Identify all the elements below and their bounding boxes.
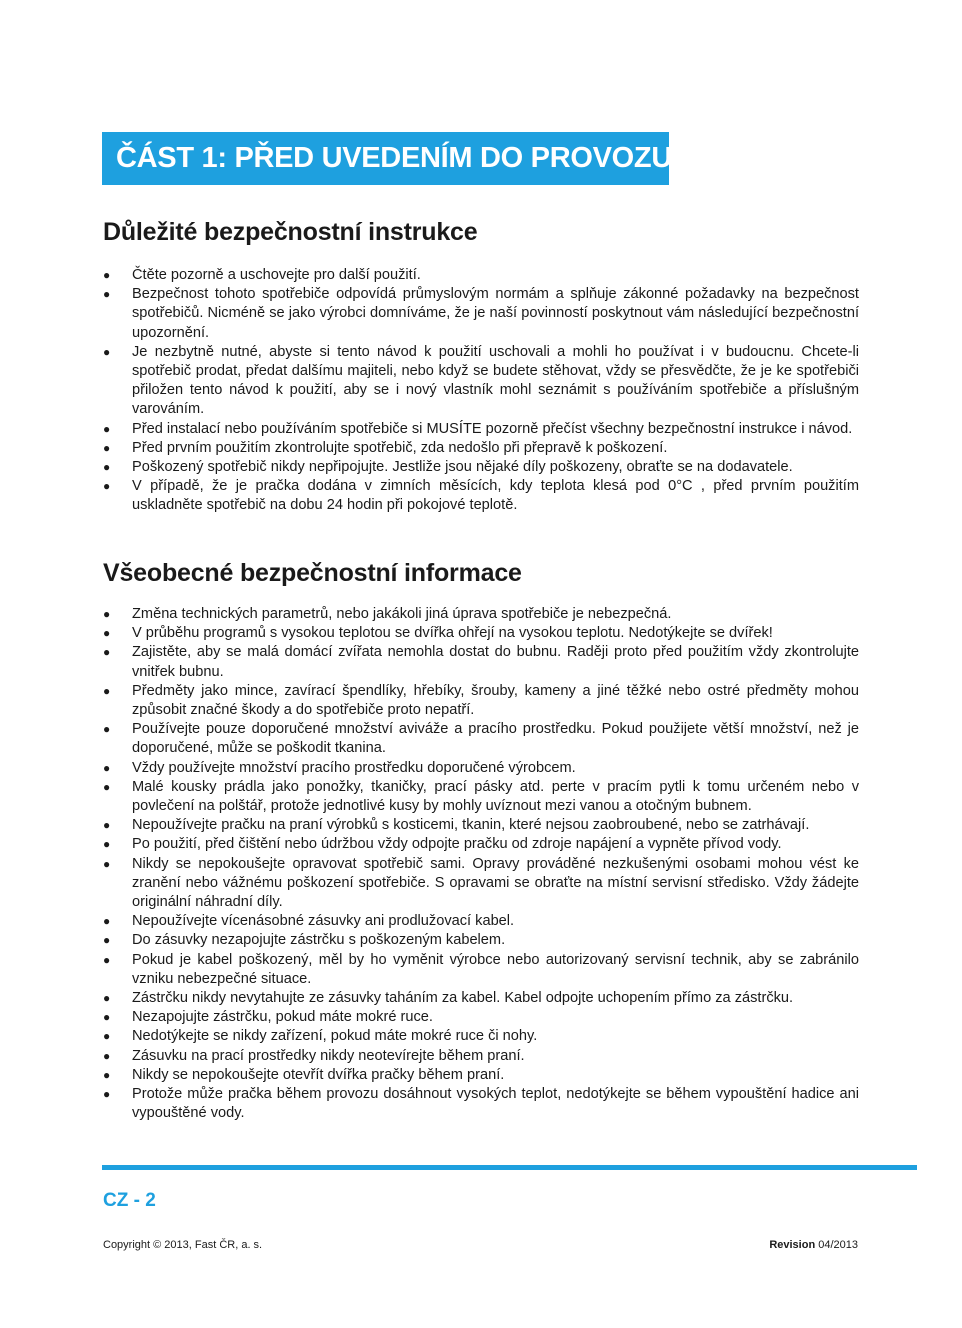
list-item (103, 420, 859, 439)
bullet-icon: ● (103, 914, 111, 929)
list-item-text: Čtěte pozorně a uschovejte pro další použití. (132, 267, 421, 283)
list-item-text: Malé kousky prádla jako ponožky, tkaničky, prací pásky atd. perte v pracím pytli k tomu určeném nebo v povlečení na polštář, protože jednotlivé kusy by mohly uvíznout mezi vanou a otočným bubnem. (132, 778, 859, 815)
bullet-icon: ● (103, 1010, 111, 1025)
list-item-text: Vždy používejte množství pracího prostředku doporučené výrobcem. (132, 759, 576, 776)
bullet-icon: ● (103, 645, 111, 660)
list-item-text: Nikdy se nepokoušejte opravovat spotřebič sami. Opravy prováděné nezkušenými osobami mohou vést ke zranění nebo vážnému poškození spotřebiče. S opravami se obraťte na místní servisní středisko. Vždy žádejte originální náhradní díly. (132, 855, 859, 911)
list-item (103, 477, 859, 515)
bullet-icon: ● (103, 479, 111, 494)
list-item-text: Protože může pračka během provozu dosáhnout vysokých teplot, nedotýkejte se během vypouštění hadice ani vypouštěné vody. (132, 1086, 859, 1122)
list-item-text: Zástrčku nikdy nevytahujte ze zásuvky taháním za kabel. Kabel odpojte uchopením přímo za zástrčku. (132, 990, 794, 1007)
general-safety-list (103, 605, 859, 1123)
list-item-text: Poškozený spotřebič nikdy nepřipojujte. Jestliže jsou nějaké díly poškozeny, obraťte se na dodavatele. (132, 459, 793, 476)
list-item-text: Po použití, před čištění nebo údržbou vždy odpojte pračku od zdroje napájení a vypněte přívod vody. (132, 836, 782, 853)
list-item-text: Bezpečnost tohoto spotřebiče odpovídá průmyslovým normám a splňuje zákonné požadavky na bezpečnost spotřebičů. Nicméně se jako výrobci domníváme, že je naší povinností poskytnout vám následující bezpečnostní upozornění. (132, 286, 859, 341)
list-item (103, 624, 859, 643)
list-item-text: Před instalací nebo používáním spotřebiče si MUSÍTE pozorně přečíst všechny bezpečnostní instrukce i návod. (132, 420, 853, 437)
bullet-icon: ● (103, 268, 111, 282)
revision-info (769, 1239, 858, 1251)
banner-title: ČÁST 1: PŘED UVEDENÍM DO PROVOZU (116, 142, 672, 174)
list-item-text: Je nezbytně nutné, abyste si tento návod k použití uschovali a mohli ho používat i v budoucnu. Chcete-li spotřebič prodat, předat dalšímu majiteli, nebo když se budete stěhovat, vždy se přesvědčte, že je ke spotřebiči přiložen tento návod k použití, aby se i nový vlastník mohl seznámit s používáním spotřebiče a příslušným varováním. (132, 343, 859, 418)
list-item (103, 855, 859, 913)
list-item (103, 816, 859, 835)
bullet-icon: ● (103, 779, 111, 794)
list-item (103, 643, 859, 681)
bullet-icon: ● (103, 440, 111, 455)
list-item-text: Do zásuvky nezapojujte zástrčku s poškozeným kabelem. (132, 932, 506, 949)
list-item-text: Nikdy se nepokoušejte otevřít dvířka pračky během praní. (132, 1066, 505, 1083)
list-item (103, 951, 859, 989)
revision-label: Revision (769, 1239, 816, 1251)
list-item (103, 266, 859, 285)
list-item-text: Před prvním použitím zkontrolujte spotřebič, zda nedošlo při přepravě k poškození. (132, 439, 668, 456)
bullet-icon: ● (103, 344, 111, 359)
list-item-text: Předměty jako mince, zavírací špendlíky, hřebíky, šrouby, kameny a jiné těžké nebo ostré předměty mohou způsobit značné škody a do spotřebiče proto nepatří. (132, 682, 859, 719)
bullet-icon: ● (103, 460, 111, 475)
list-item (103, 439, 859, 458)
list-item (103, 1066, 859, 1085)
bullet-icon: ● (103, 818, 111, 833)
list-item (103, 912, 859, 931)
copyright-text: Copyright © 2013, Fast ČR, a. s. (103, 1239, 263, 1251)
list-item-text: V průběhu programů s vysokou teplotou se dvířka ohřejí na vysokou teplotu. Nedotýkejte se dvířek! (132, 625, 773, 642)
bullet-icon: ● (103, 1087, 111, 1102)
bullet-icon: ● (103, 837, 111, 852)
list-item (103, 1085, 859, 1123)
bullet-icon: ● (103, 933, 111, 948)
list-item (103, 989, 859, 1008)
bullet-icon: ● (103, 952, 111, 967)
bullet-icon: ● (103, 626, 111, 641)
bullet-icon: ● (103, 1048, 111, 1063)
list-item-text: Nepoužívejte pračku na praní výrobků s kosticemi, tkanin, které nejsou zaobroubené, nebo se zatrhávají. (132, 817, 810, 834)
list-item (103, 1047, 859, 1066)
list-item (103, 1008, 859, 1027)
list-item-text: Zásuvku na prací prostředky nikdy neotevírejte během praní. (132, 1047, 525, 1064)
bullet-icon: ● (103, 991, 111, 1006)
list-item-text: Pokud je kabel poškozený, měl by ho vyměnit výrobce nebo autorizovaný servisní technik, aby se zabránilo vzniku nebezpečné situace. (132, 951, 859, 987)
list-item-text: Nepoužívejte vícenásobné zásuvky ani prodlužovací kabel. (132, 913, 515, 930)
list-item-text: Nedotýkejte se nikdy zařízení, pokud máte mokré ruce či nohy. (132, 1028, 538, 1045)
bullet-icon: ● (103, 607, 111, 621)
list-item (103, 285, 859, 343)
list-item (103, 682, 859, 720)
bullet-icon: ● (103, 1029, 111, 1044)
list-item-text: Nezapojujte zástrčku, pokud máte mokré ruce. (132, 1009, 433, 1026)
list-item-text: Používejte pouze doporučené množství aviváže a pracího prostředku. Pokud použijete větší množství, než je doporučené, může se poškodit tkanina. (132, 721, 859, 757)
list-item-text: Zajistěte, aby se malá domácí zvířata nemohla dostat do bubnu. Raději proto před použitím vždy zkontrolujte vnitřek bubnu. (132, 644, 859, 680)
list-item (103, 778, 859, 816)
list-item-text: V případě, že je pračka dodána v zimních měsících, kdy teplota klesá pod 0°C , před prvním použitím uskladněte spotřebič na dobu 24 hodin při pokojové teplotě. (132, 478, 859, 514)
list-item (103, 458, 859, 477)
heading-general-safety: Všeobecné bezpečnostní informace (103, 559, 522, 587)
page-number: CZ - 2 (103, 1190, 156, 1211)
bullet-icon: ● (103, 421, 111, 436)
list-item (103, 720, 859, 758)
revision-value: 04/2013 (818, 1239, 858, 1251)
heading-safety-instructions: Důležité bezpečnostní instrukce (103, 218, 478, 246)
list-item (103, 1027, 859, 1046)
bullet-icon: ● (103, 760, 111, 775)
list-item (103, 835, 859, 854)
list-item-text: Změna technických parametrů, nebo jakákoli jiná úprava spotřebiče je nebezpečná. (132, 606, 672, 622)
bullet-icon: ● (103, 287, 111, 302)
list-item (103, 343, 859, 420)
bullet-icon: ● (103, 722, 111, 737)
safety-instructions-list (103, 266, 859, 516)
list-item (103, 605, 859, 624)
section-banner (102, 132, 672, 185)
bullet-icon: ● (103, 683, 111, 698)
list-item (103, 759, 859, 778)
bullet-icon: ● (103, 856, 111, 871)
bullet-icon: ● (103, 1067, 111, 1082)
list-item (103, 931, 859, 950)
footer-divider (102, 1165, 917, 1170)
